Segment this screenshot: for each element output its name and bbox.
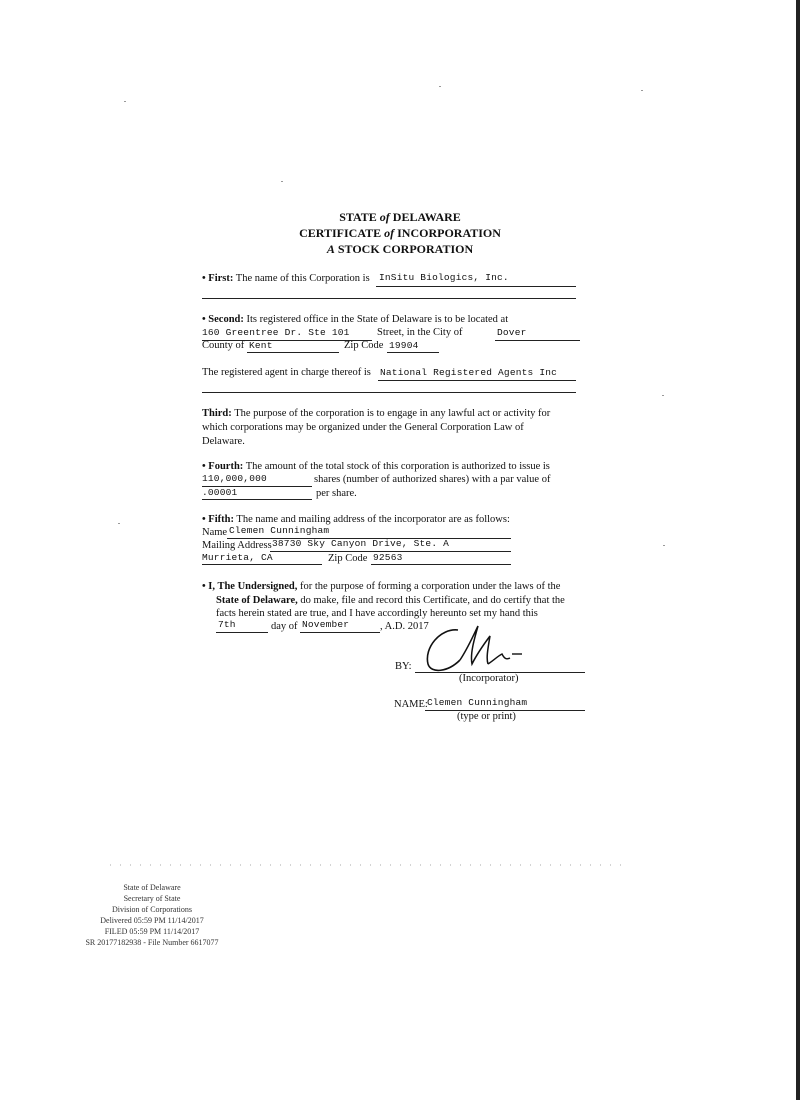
- corporation-name-line-2: [202, 298, 576, 299]
- second-article: • Second: Its registered office in the State of Delaware is to be located at: [202, 314, 509, 325]
- year-label: , A.D. 2017: [380, 621, 429, 632]
- street-label: Street, in the City of: [377, 327, 463, 338]
- title-line-3: A STOCK CORPORATION: [326, 242, 474, 256]
- zip-value: 19904: [389, 340, 419, 351]
- mailing-address-label: Mailing Address: [202, 540, 272, 551]
- incorporator-city-value: Murrieta, CA: [202, 552, 273, 563]
- day-line: [216, 632, 268, 633]
- undersigned-article: • I, The Undersigned, for the purpose of forming a corporation under the laws of the: [202, 581, 561, 592]
- signature-name-label: NAME:: [394, 699, 428, 710]
- month-value: November: [302, 619, 350, 630]
- fifth-article: • Fifth: The name and mailing address of the incorporator are as follows:: [202, 514, 510, 525]
- scan-speck: [641, 90, 643, 91]
- county-label: County of: [202, 340, 245, 351]
- agent-line: [378, 380, 576, 381]
- par-value: .00001: [202, 487, 238, 498]
- third-article: Third: The purpose of the corporation is to engage in any lawful act or activity for which corporations may be organized under the General Corporation Law of Delaware.: [202, 408, 551, 447]
- corporation-name-value: InSitu Biologics, Inc.: [379, 272, 509, 283]
- undersigned-line-2: State of Delaware, do make, file and record this Certificate, and do certify that the: [216, 595, 565, 606]
- scan-speck: [662, 395, 664, 396]
- type-or-print-caption: (type or print): [457, 711, 516, 722]
- agent-line-2: [202, 392, 576, 393]
- par-line: [202, 499, 312, 500]
- scan-speck: [663, 545, 665, 546]
- corporation-name-line: [376, 286, 576, 287]
- first-article: • First: The name of this Corporation is: [202, 273, 370, 284]
- undersigned-line-3: facts herein stated are true, and I have accordingly hereunto set my hand this: [216, 608, 538, 619]
- city-value: Dover: [497, 327, 527, 338]
- agent-label: The registered agent in charge thereof is: [202, 367, 371, 378]
- scan-speck: [124, 101, 126, 102]
- signature-name-value: Clemen Cunningham: [427, 697, 528, 708]
- title-line-1: STATE of DELAWARE: [339, 210, 461, 224]
- fourth-article: • Fourth: The amount of the total stock of this corporation is authorized to issue is: [202, 461, 550, 472]
- filing-stamp: State of Delaware Secretary of State Division of Corporations Delivered 05:59 PM 11/14/2017 FILED 05:59 PM 11/14/2017 SR 20177182938 - File Number 6617077: [85, 883, 219, 947]
- zip-label: Zip Code: [344, 340, 384, 351]
- mailing-address-value: 38730 Sky Canyon Drive, Ste. A: [272, 538, 450, 549]
- county-value: Kent: [249, 340, 273, 351]
- scan-dotted-band: [110, 862, 630, 868]
- incorporator-zip-label: Zip Code: [328, 553, 368, 564]
- par-label: per share.: [316, 488, 357, 499]
- scan-speck: [118, 523, 120, 524]
- incorporator-caption: (Incorporator): [459, 673, 519, 684]
- scan-speck: [439, 86, 441, 87]
- month-line: [300, 632, 380, 633]
- incorporator-zip-value: 92563: [373, 552, 403, 563]
- title-line-2: CERTIFICATE of INCORPORATION: [299, 226, 501, 240]
- day-label: day of: [271, 621, 298, 632]
- incorporator-zip-line: [371, 564, 511, 565]
- scan-edge: [796, 0, 800, 1100]
- agent-value: National Registered Agents Inc: [380, 367, 558, 378]
- shares-value: 110,000,000: [202, 473, 267, 484]
- by-label: BY:: [395, 661, 412, 672]
- shares-label: shares (number of authorized shares) with a par value of: [314, 474, 551, 485]
- county-line: [247, 352, 339, 353]
- handwritten-signature: [418, 620, 528, 676]
- city-line: [495, 340, 580, 341]
- scan-speck: [281, 181, 283, 182]
- day-value: 7th: [218, 619, 236, 630]
- zip-line: [387, 352, 439, 353]
- incorporator-city-line: [202, 564, 322, 565]
- street-value: 160 Greentree Dr. Ste 101: [202, 327, 350, 338]
- incorporator-name-label: Name: [202, 527, 228, 538]
- incorporator-name-value: Clemen Cunningham: [229, 525, 330, 536]
